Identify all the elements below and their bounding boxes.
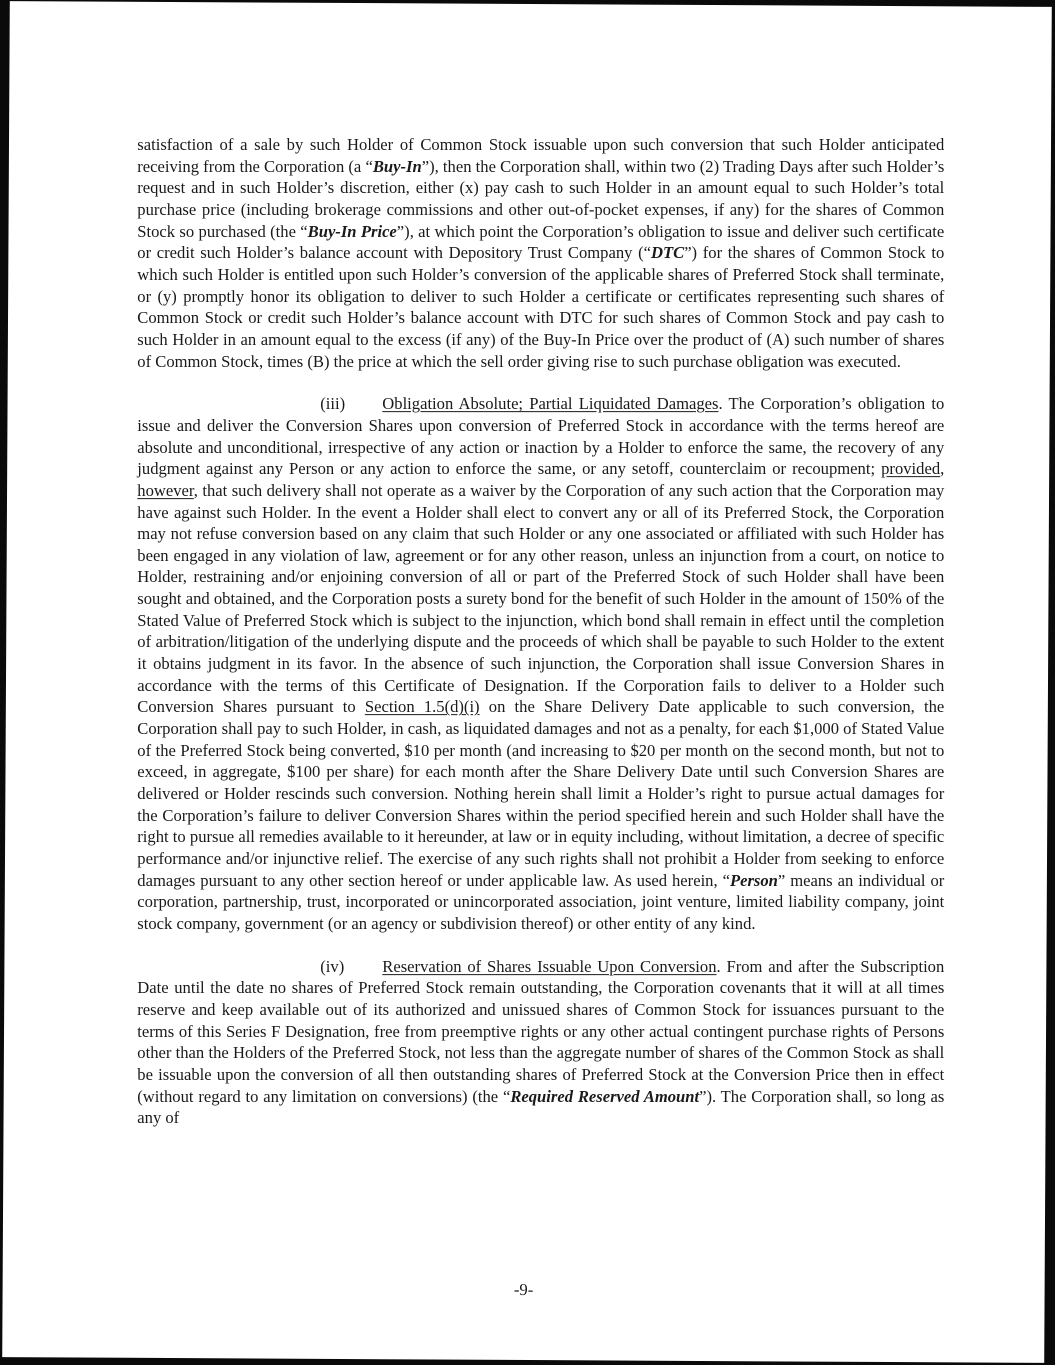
section-heading: Reservation of Shares Issuable Upon Conversion — [382, 956, 717, 976]
term-however: however — [137, 480, 194, 500]
text-segment: , that such delivery shall not operate as a waiver by the Corporation of any such action that the Corporation may have against such Holder. In the event a Holder shall elect to convert any or all of its Preferred Stock, the Corporation may not refuse conversion based on any claim that such Holder or any one associated or affiliated with such Holder has been engaged in any violation of law, agreement or for any other reason, unless an injunction from a court, on notice to Holder, restraining and/or enjoining conversion of all or part of the Preferred Stock of such Holder shall have been sought and obtained, and the Corporation posts a surety bond for the benefit of such Holder in the amount of 150% of the Stated Value of Preferred Stock which is subject to the injunction, which bond shall remain in effect until the completion of arbitration/litigation of the underlying dispute and the proceeds of which shall be payable to such Holder to the extent it obtains judgment in its favor. In the absence of such injunction, the Corporation shall issue Conversion Shares in accordance with the terms of this Certificate of Designation. If the Corporation fails to deliver to a Holder such Conversion Shares pursuant to — [137, 480, 945, 717]
term-provided: provided — [881, 459, 941, 479]
section-number: (iii) — [320, 394, 346, 414]
document-page — [2, 1, 1052, 1363]
text-segment: on the Share Delivery Date applicable to such conversion, the Corporation shall pay to such Holder, in cash, as liquidated damages and not as a penalty, for each $1,000 of Stated Value of the Preferred Stock being converted, $10 per month (and increasing to $20 per month on the second month, but not to exceed, in aggregate, $100 per share) for each month after the Share Delivery Date until such Conversion Shares are delivered or Holder rescinds such conversion. Nothing herein shall limit a Holder’s right to pursue actual damages for the Corporation’s failure to deliver Conversion Shares within the period specified herein and such Holder shall have the right to pursue all remedies available to it hereunder, at law or in equity including, without limitation, a decree of specific performance and/or injunctive relief. The exercise of any such rights shall not prohibit a Holder from seeking to enforce damages pursuant to any other section hereof or under applicable law. As used herein, “ — [137, 697, 945, 890]
text-segment: . The Corporation’s obligation to issue and deliver the Conversion Shares upon conversion of Preferred Stock in accordance with the terms hereof are absolute and unconditional, irrespective of any action or inaction by a Holder to enforce the same, the recovery of any judgment against any Person or any action to enforce the same, or any setoff, counterclaim or recoupment; — [137, 394, 945, 479]
text-segment: ” means an individual or corporation, partnership, trust, incorporated or unincorporated association, joint venture, limited liability company, joint stock company, government (or an agency or subdivision thereof) or other entity of any kind. — [137, 870, 945, 934]
defined-term-person: Person — [729, 870, 778, 890]
defined-term-required-reserved-amount: Required Reserved Amount — [510, 1086, 700, 1106]
section-reference: Section 1.5(d)(i) — [364, 697, 480, 717]
text-segment: , — [940, 459, 945, 479]
section-heading: Obligation Absolute; Partial Liquidated Damages — [382, 394, 719, 414]
page-number: -9- — [513, 1279, 534, 1300]
defined-term-dtc: DTC — [651, 243, 685, 263]
text-segment: satisfaction of a sale by such Holder of Common Stock issuable upon such conversion that such Holder anticipated receiving from the Corporation (a “ — [137, 135, 945, 176]
document-body — [137, 134, 944, 1129]
text-segment: . From and after the Subscription Date until the date no shares of Preferred Stock remain outstanding, the Corporation covenants that it will at all times reserve and keep available out of its authorized and unissued shares of Common Stock for issuances pursuant to the terms of this Series F Designation, free from preemptive rights or any other actual contingent purchase rights of Persons other than the Holders of the Preferred Stock, not less than the aggregate number of shares of the Common Stock as shall be issuable upon the conversion of all then outstanding shares of Preferred Stock at the Conversion Price then in effect (without regard to any limitation on conversions) (the “ — [137, 956, 945, 1106]
defined-term-buy-in: Buy-In — [372, 156, 422, 176]
paragraph-section-iii — [137, 393, 944, 934]
text-segment: ”) for the shares of Common Stock to which such Holder is entitled upon such Holder’s conversion of the applicable shares of Preferred Stock shall terminate, or (y) promptly honor its obligation to deliver to such Holder a certificate or certificates representing such shares of Common Stock or credit such Holder’s balance account with DTC for such shares of Common Stock and pay cash to such Holder in an amount equal to the excess (if any) of the Buy-In Price over the product of (A) such number of shares of Common Stock, times (B) the price at which the sell order giving rise to such purchase obligation was executed. — [137, 243, 945, 371]
paragraph-continuation — [137, 134, 944, 372]
text-segment: ”), then the Corporation shall, within two (2) Trading Days after such Holder’s request and in such Holder’s discretion, either (x) pay cash to such Holder in an amount equal to such Holder’s total purchase price (including brokerage commissions and other out-of-pocket expenses, if any) for the shares of Common Stock so purchased (the “ — [137, 156, 945, 241]
section-number: (iv) — [320, 956, 345, 976]
defined-term-buy-in-price: Buy-In Price — [307, 221, 397, 241]
text-segment: ”). The Corporation shall, so long as any of — [137, 1086, 945, 1128]
text-segment: ”), at which point the Corporation’s obligation to issue and deliver such certificate or credit such Holder’s balance account with Depository Trust Company (“ — [137, 221, 945, 263]
paragraph-section-iv — [137, 956, 944, 1129]
